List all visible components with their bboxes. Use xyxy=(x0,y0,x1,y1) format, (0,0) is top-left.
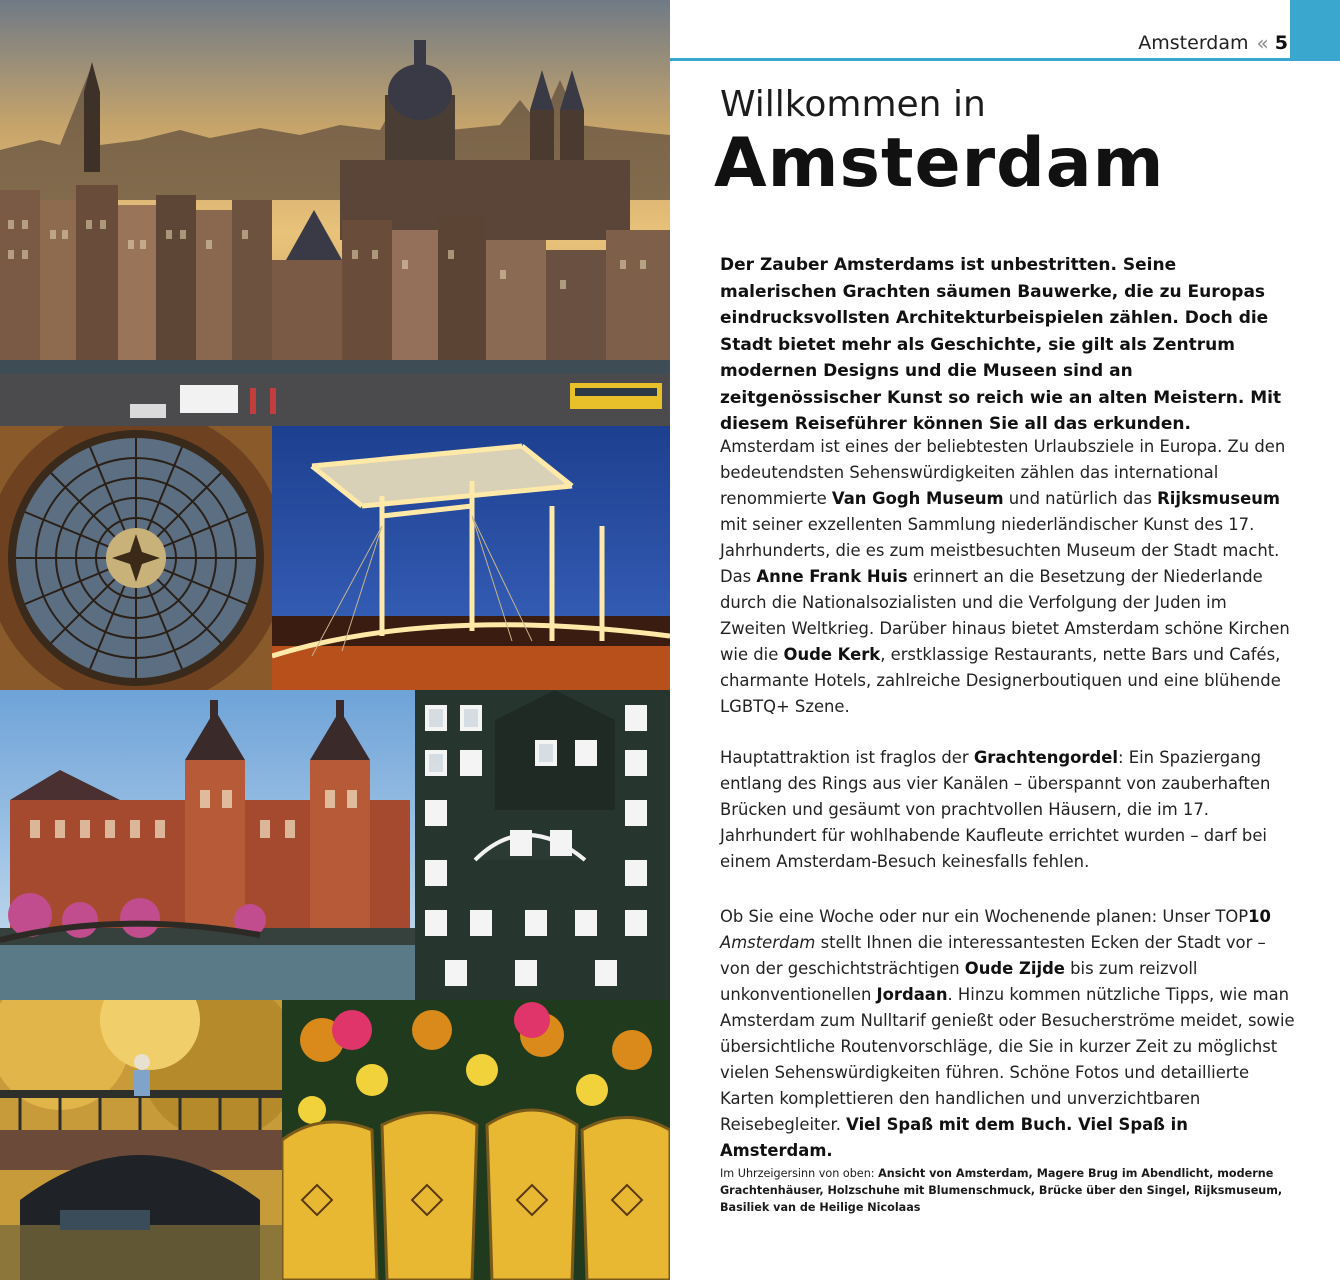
title-kicker: Willkommen in xyxy=(720,84,986,125)
lead-paragraph: Der Zauber Amsterdams ist unbestritten. Seine malerischen Grachten säumen Bauwerke, die zu Europas eindrucksvollsten Architekturbeispielen zählen. Doch die Stadt bietet mehr als Geschichte, sie gilt als Zentrum modernen Designs und die Museen sind an zeitgenössischer Kunst so reich wie an alten Meistern. Mit diesem Reiseführer können Sie all das erkunden. xyxy=(720,255,1282,434)
photo-magere-brug xyxy=(272,426,670,690)
highlight-anne-frank-huis: Anne Frank Huis xyxy=(756,567,908,586)
body-paragraph-3: Ob Sie eine Woche oder nur ein Wochenende planen: Unser TOP10 Amsterdam stellt Ihnen die interessantesten Ecken der Stadt vor – von der geschichtsträchtigen Oude Zijde bis zum reizvoll unkonventionellen Jordaan. Hinzu kommen nützliche Tipps, wie man Amsterdam zum Nulltarif genießt oder Besucherströme meidet, sowie übersichtliche Routenvorschläge, die Sie in kurzer Zeit zu möglichst vielen Sehenswürdigkeiten führen. Schöne Fotos und detaillierte Karten komplettieren den handlichen und unverzichtbaren Reisebegleiter. Viel Spaß mit dem Buch. Viel Spaß in Amsterdam. xyxy=(720,907,1295,1160)
photo-rijksmuseum xyxy=(0,690,415,1000)
photo-stained-glass-dome xyxy=(0,426,272,690)
photo-caption: Im Uhrzeigersinn von oben: Ansicht von Amsterdam, Magere Brug im Abendlicht, moderne Grachtenhäuser, Holzschuhe mit Blumenschmuck, Brücke über den Singel, Rijksmuseum, Basiliek van de Heilige Nicolaas xyxy=(720,1167,1283,1214)
highlight-oude-kerk: Oude Kerk xyxy=(783,645,881,664)
highlight-grachtengordel: Grachtengordel xyxy=(973,748,1118,767)
photo-modern-canal-houses xyxy=(415,690,670,1000)
page-number: 5 xyxy=(1274,32,1288,54)
body-paragraph-2: Hauptattraktion ist fraglos der Grachtengordel: Ein Spaziergang entlang des Rings aus vier Kanälen – überspannt von zauberhaften Brücken und gesäumt von prachtvollen Häusern, die im 17. Jahrhundert für wohlhabende Kaufleute errichtet wurden – darf bei einem Amsterdam-Besuch keinesfalls fehlen. xyxy=(720,748,1271,871)
highlight-jordaan: Jordaan xyxy=(876,985,948,1004)
caption-items: Ansicht von Amsterdam, Magere Brug im Abendlicht, moderne Grachtenhäuser, Holzschuhe mit Blumenschmuck, Brücke über den Singel, Rijksmuseum, Basiliek van de Heilige Nicolaas xyxy=(720,1167,1283,1214)
body-paragraph-1: Amsterdam ist eines der beliebtesten Urlaubsziele in Europa. Zu den bedeutendsten Sehenswürdigkeiten zählen das international renommierte Van Gogh Museum und natürlich das Rijksmuseum mit seiner exzellenten Sammlung niederländischer Kunst des 17. Jahrhunderts, die es zum meistbesuchten Museum der Stadt macht. Das Anne Frank Huis erinnert an die Besetzung der Niederlande durch die Nationalsozialisten und die Verfolgung der Juden im Zweiten Weltkrieg. Darüber hinaus bietet Amsterdam schöne Kirchen wie die Oude Kerk, erstklassige Restaurants, nette Bars und Cafés, charmante Hotels, zahlreiche Designerboutiquen und eine blühende LGBTQ+ Szene. xyxy=(720,437,1290,716)
highlight-rijksmuseum: Rijksmuseum xyxy=(1157,489,1280,508)
double-chevron-left-icon: « xyxy=(1256,31,1267,55)
header-rule xyxy=(670,58,1340,61)
running-head xyxy=(1138,28,1288,58)
highlight-oude-zijde: Oude Zijde xyxy=(964,959,1065,978)
closing-wish: Viel Spaß mit dem Buch. Viel Spaß in Amsterdam. xyxy=(720,1115,1188,1160)
running-head-title: Amsterdam xyxy=(1138,32,1249,54)
highlight-van-gogh-museum: Van Gogh Museum xyxy=(831,489,1004,508)
page-corner-tab xyxy=(1290,0,1340,58)
page-title: Amsterdam xyxy=(714,124,1165,203)
photo-clogs-with-flowers xyxy=(282,1000,670,1280)
book-title: Amsterdam xyxy=(720,933,816,952)
photo-singel-bridge xyxy=(0,1000,282,1280)
highlight-top10: 10 xyxy=(1248,907,1271,926)
photo-amsterdam-skyline xyxy=(0,0,670,426)
